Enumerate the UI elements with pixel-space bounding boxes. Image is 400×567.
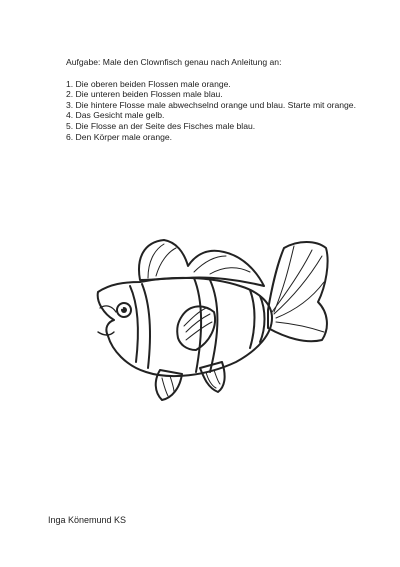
fish-body [98, 278, 272, 376]
step-4: 4. Das Gesicht male gelb. [66, 110, 165, 121]
step-1: 1. Die oberen beiden Flossen male orange. [66, 78, 231, 89]
step-5: 5. Die Flosse an der Seite des Fisches male blau. [66, 120, 256, 131]
step-2: 2. Die unteren beiden Flossen male blau. [66, 89, 223, 100]
tail-fin [268, 242, 328, 341]
step-3: 3. Die hintere Flosse male abwechselnd orange und blau. Starte mit orange. [66, 99, 356, 110]
pectoral-fin [177, 306, 215, 350]
author-credit: Inga Könemund KS [48, 515, 127, 525]
clownfish-line-drawing-icon [90, 232, 340, 412]
task-instructions [66, 57, 356, 142]
task-heading: Aufgabe: Male den Clownfisch genau nach Anleitung an: [66, 57, 282, 67]
steps-list [66, 79, 356, 143]
step-6: 6. Den Körper male orange. [66, 131, 173, 142]
